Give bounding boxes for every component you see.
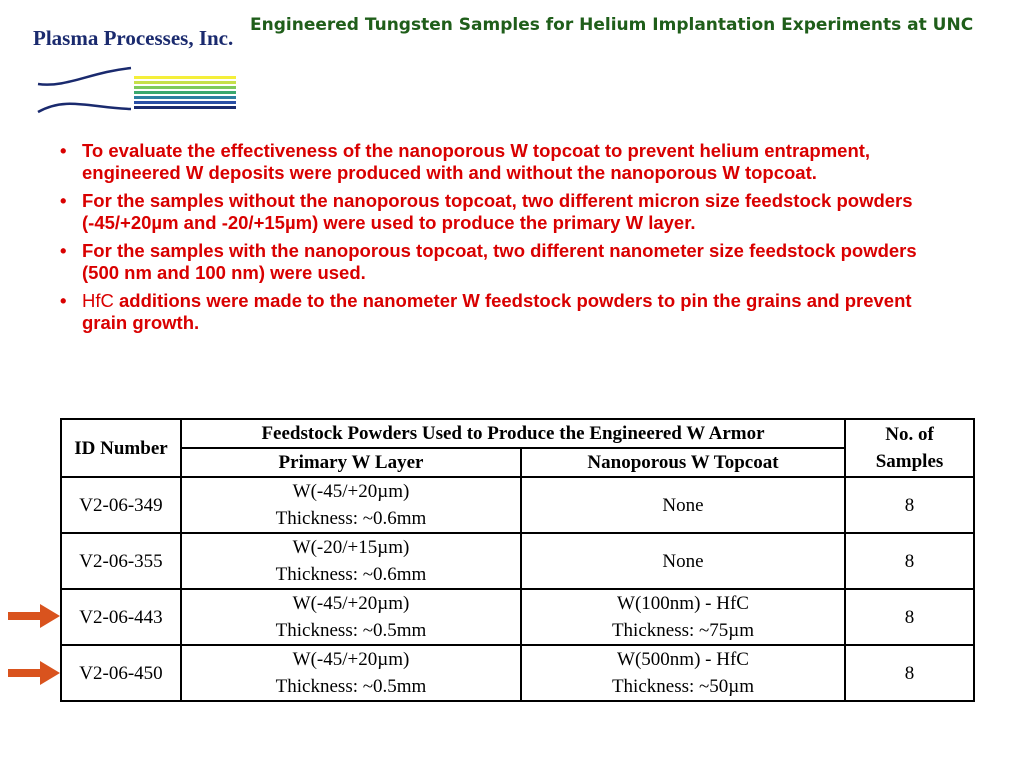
sample-count: 8 bbox=[845, 477, 974, 533]
table-row bbox=[61, 645, 974, 701]
bullet-item: • HfC additions were made to the nanometer W feedstock powders to pin the grains and prevent grain growth. bbox=[60, 290, 940, 334]
sample-id: V2-06-355 bbox=[61, 533, 181, 589]
bullet-item: • To evaluate the effectiveness of the nanoporous W topcoat to prevent helium entrapment, engineered W deposits were produced with and without the nanoporous W topcoat. bbox=[60, 140, 940, 184]
topcoat-cell: None bbox=[521, 533, 845, 589]
table-row bbox=[61, 477, 974, 533]
bullet-item: • For the samples with the nanoporous topcoat, two different nanometer size feedstock powders (500 nm and 100 nm) were used. bbox=[60, 240, 940, 284]
sample-id: V2-06-450 bbox=[61, 645, 181, 701]
topcoat-cell: W(500nm) - HfC Thickness: ~50µm bbox=[521, 645, 845, 701]
bullet-list bbox=[60, 140, 940, 340]
right-arrow-icon bbox=[8, 660, 60, 686]
topcoat-cell: None bbox=[521, 477, 845, 533]
samples-table bbox=[60, 418, 975, 702]
primary-layer-cell: W(-45/+20µm) Thickness: ~0.6mm bbox=[181, 477, 521, 533]
primary-layer-cell: W(-45/+20µm) Thickness: ~0.5mm bbox=[181, 645, 521, 701]
company-logo-text: Plasma Processes, Inc. bbox=[33, 26, 234, 50]
sample-count: 8 bbox=[845, 533, 974, 589]
sample-count: 8 bbox=[845, 589, 974, 645]
header-feedstock: Feedstock Powders Used to Produce the Engineered W Armor bbox=[181, 419, 845, 448]
header-primary: Primary W Layer bbox=[181, 448, 521, 477]
table-row bbox=[61, 589, 974, 645]
header-samples: No. of Samples bbox=[845, 419, 974, 477]
header-topcoat: Nanoporous W Topcoat bbox=[521, 448, 845, 477]
plasma-logo-icon bbox=[36, 62, 241, 124]
sample-id: V2-06-349 bbox=[61, 477, 181, 533]
bullet-item: • For the samples without the nanoporous topcoat, two different micron size feedstock powders (-45/+20µm and -20/+15µm) were used to produce the primary W layer. bbox=[60, 190, 940, 234]
topcoat-cell: W(100nm) - HfC Thickness: ~75µm bbox=[521, 589, 845, 645]
header-id: ID Number bbox=[61, 419, 181, 477]
primary-layer-cell: W(-45/+20µm) Thickness: ~0.5mm bbox=[181, 589, 521, 645]
right-arrow-icon bbox=[8, 603, 60, 629]
sample-id: V2-06-443 bbox=[61, 589, 181, 645]
primary-layer-cell: W(-20/+15µm) Thickness: ~0.6mm bbox=[181, 533, 521, 589]
slide-title: Engineered Tungsten Samples for Helium Implantation Experiments at UNC bbox=[250, 15, 974, 35]
sample-count: 8 bbox=[845, 645, 974, 701]
table-row bbox=[61, 533, 974, 589]
